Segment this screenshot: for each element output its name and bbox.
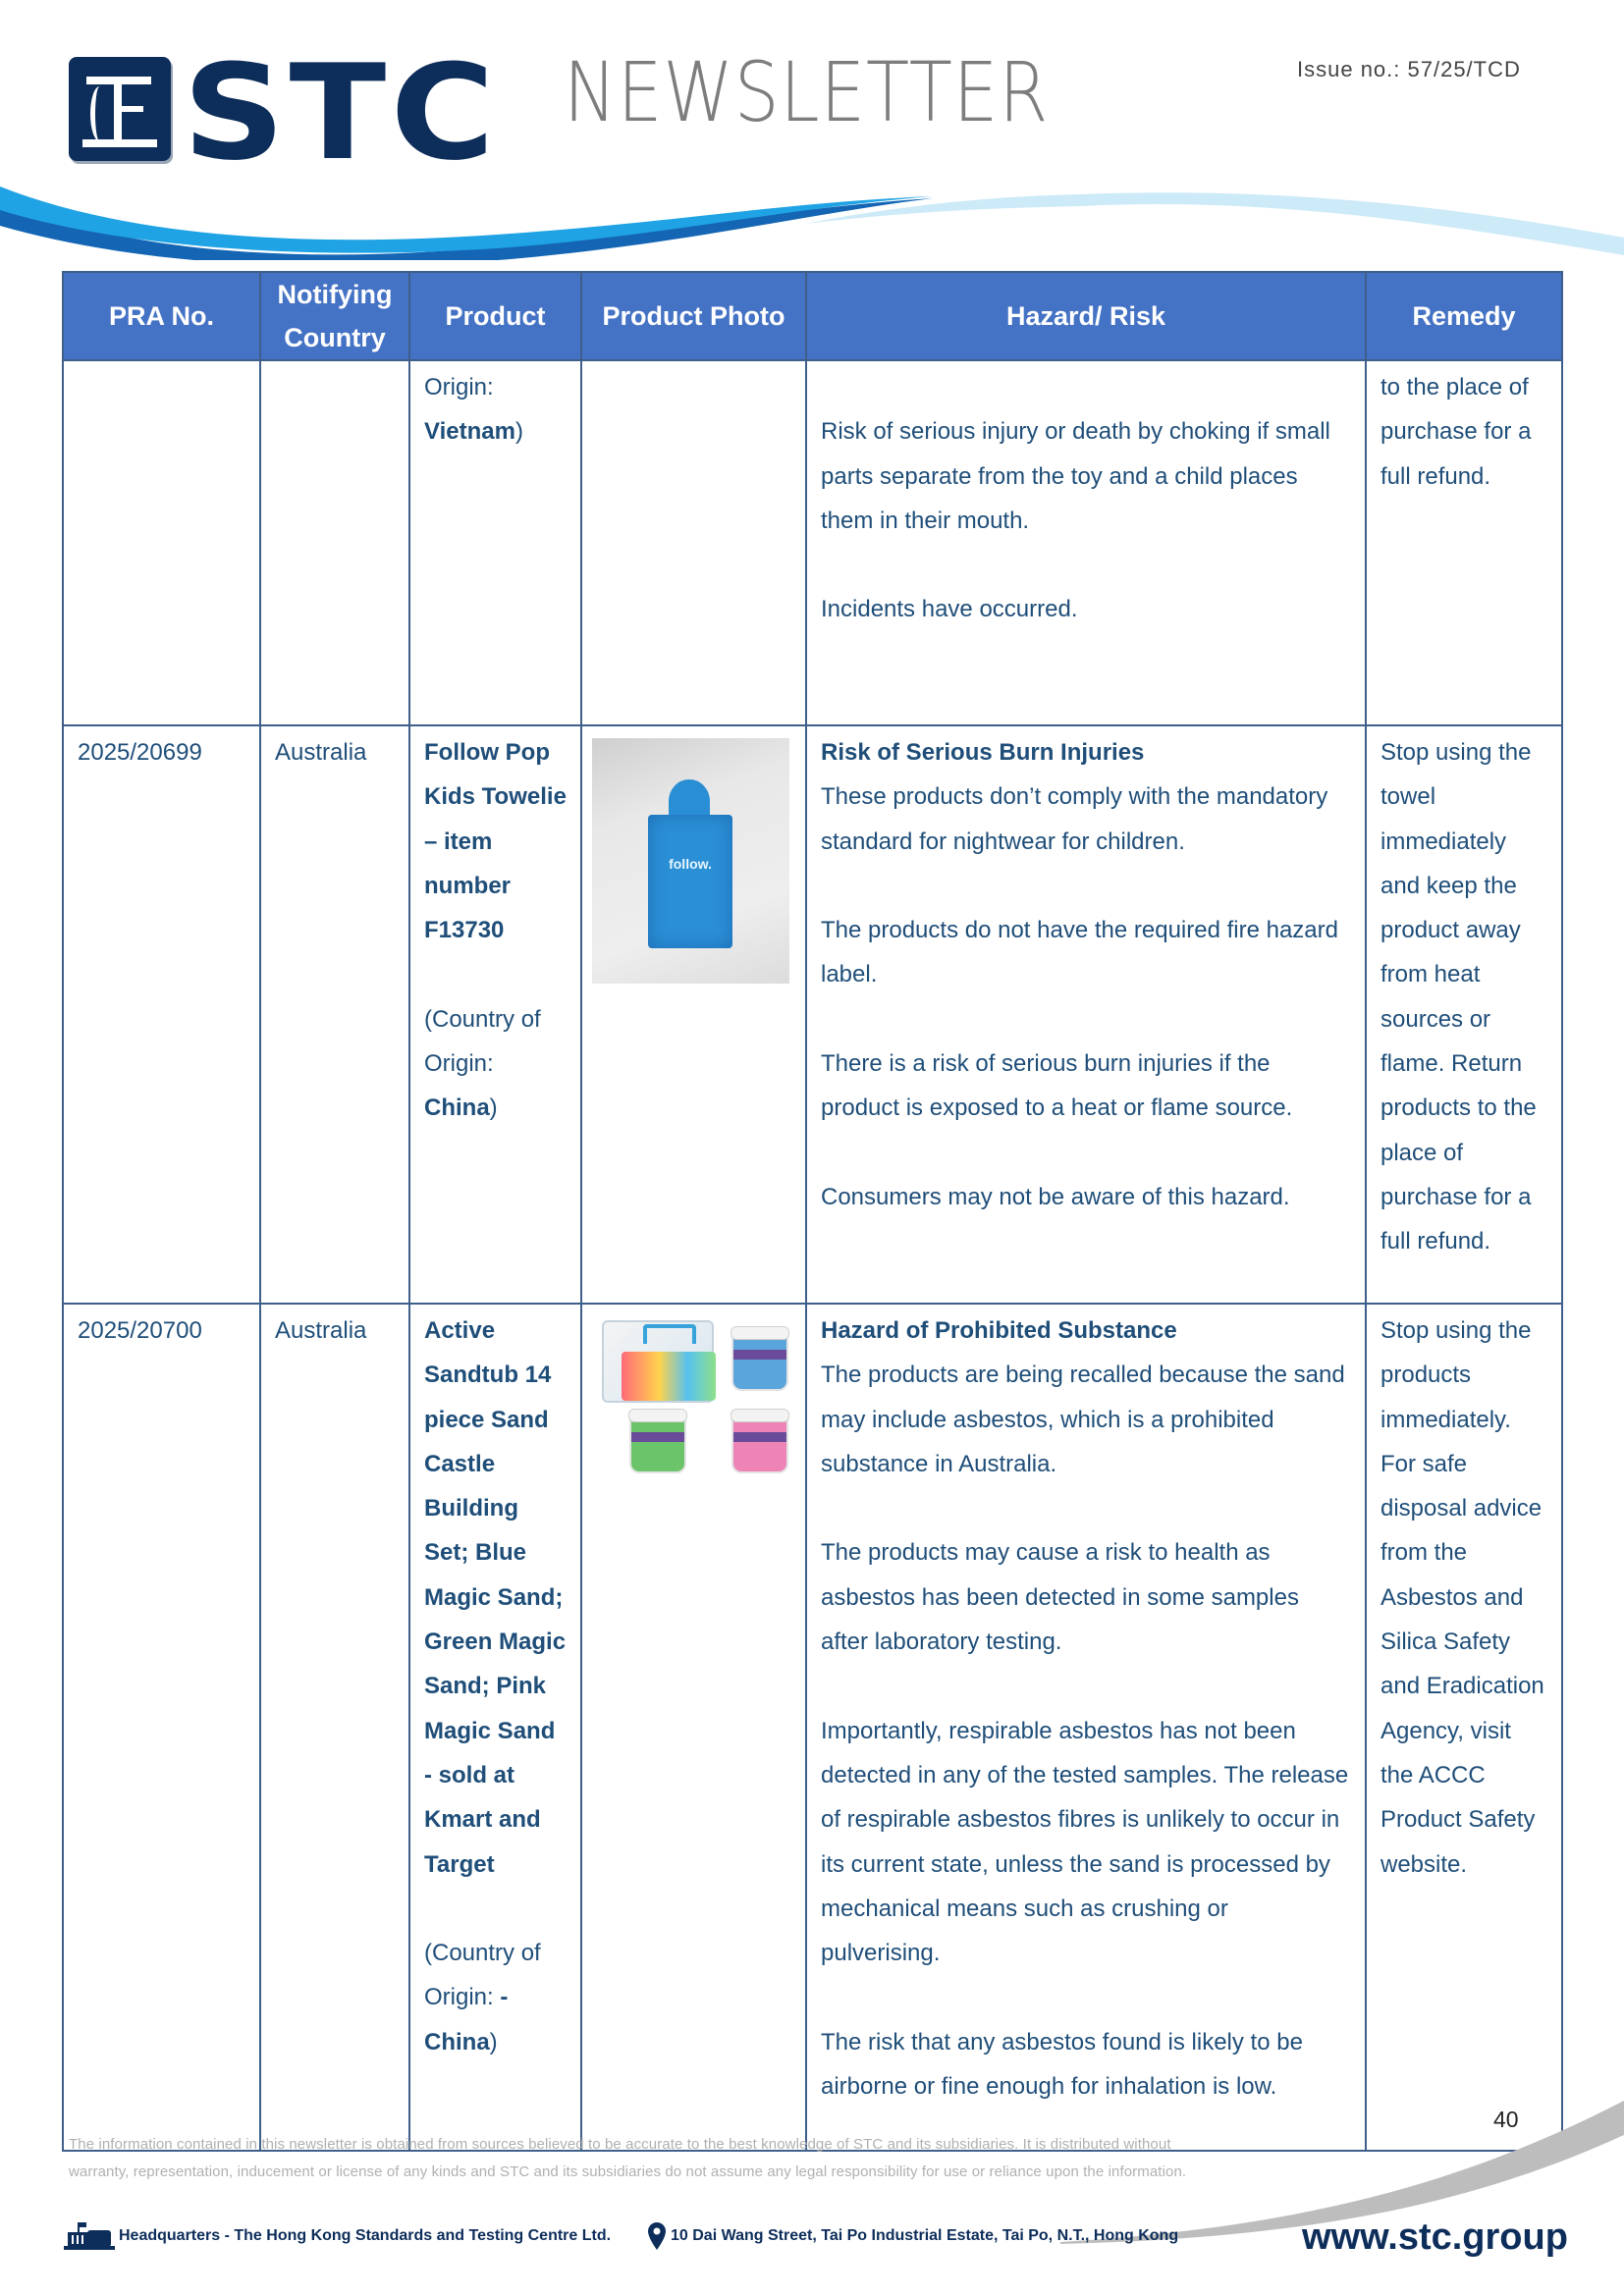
table-header-row [63, 272, 1562, 360]
hazard-paragraph: Consumers may not be aware of this hazard. [821, 1183, 1290, 1210]
cell-remedy: Stop using the towel immediately and keep the product away from heat sources or flame. Return products to the place of purchase for a full refund. [1366, 725, 1562, 1304]
hazard-paragraph: There is a risk of serious burn injuries if the product is exposed to a heat or flame source. [821, 1050, 1293, 1122]
website-link[interactable]: www.stc.group [1302, 2216, 1568, 2258]
product-origin-dash: - [500, 1984, 509, 2011]
location-pin-icon [648, 2222, 666, 2250]
cell-country: Australia [260, 1304, 409, 2151]
cell-product [409, 360, 581, 725]
cell-photo [581, 725, 806, 1304]
issue-number: Issue no.: 57/25/TCD [1297, 57, 1521, 81]
cell-photo [581, 1304, 806, 2151]
product-origin-suffix: ) [489, 2028, 498, 2056]
header-product-photo: Product Photo [581, 272, 806, 360]
product-origin-suffix: ) [514, 418, 523, 446]
cell-hazard [806, 1304, 1366, 2151]
wave-light-band [805, 192, 1624, 255]
header-country-line-2: Country [284, 323, 386, 352]
product-origin-suffix: ) [489, 1095, 498, 1122]
hazard-paragraph: Incidents have occurred. [821, 596, 1078, 623]
page-number: 40 [1493, 2107, 1519, 2132]
product-origin-label: (Country of Origin: [424, 1005, 541, 1078]
cell-pra-no [63, 360, 260, 725]
table-row [63, 1304, 1562, 2151]
product-origin-country: China [424, 1095, 490, 1122]
table-row [63, 360, 1562, 725]
cell-pra-no: 2025/20699 [63, 725, 260, 1304]
header-wave-decoration [0, 187, 1624, 260]
hazard-paragraph: The products are being recalled because the sand may include asbestos, which is a prohibited substance in Australia. [821, 1362, 1345, 1477]
cell-pra-no: 2025/20700 [63, 1304, 260, 2151]
header-country-line-1: Notifying [277, 280, 393, 309]
hazard-paragraph: Importantly, respirable asbestos has not been detected in any of the tested samples. The release of respirable asbestos fibres is unlikely to occur in its current state, unless the sand is processed by mechanical means such as crushing or pulverising. [821, 1717, 1349, 1967]
disclaimer-line: The information contained in this newsletter is obtained from sources believed to be accurate to the best knowledge of STC and its subsidiaries. It is distributed without [69, 2136, 1171, 2153]
cell-photo [581, 360, 806, 725]
hazard-paragraph: Risk of serious injury or death by choking if small parts separate from the toy and a child places them in their mouth. [821, 418, 1330, 534]
hazard-paragraph: The products do not have the required fire hazard label. [821, 917, 1338, 988]
header-product: Product [409, 272, 581, 360]
headquarters-label: Headquarters - The Hong Kong Standards and Testing Centre Ltd. [119, 2227, 612, 2244]
hazard-paragraph: These products don’t comply with the mandatory standard for nightwear for children. [821, 783, 1328, 855]
cell-remedy: to the place of purchase for a full refund. [1366, 360, 1562, 725]
header-hazard-risk: Hazard/ Risk [806, 272, 1366, 360]
recall-table [62, 271, 1563, 2152]
stc-logo-icon [69, 57, 171, 161]
header-pra-no: PRA No. [63, 272, 260, 360]
cell-hazard [806, 725, 1366, 1304]
cell-product [409, 1304, 581, 2151]
product-origin-country: China [424, 2028, 490, 2056]
hooded-towel-photo-icon [592, 738, 789, 984]
hazard-paragraph: The products may cause a risk to health as asbestos has been detected in some samples after laboratory testing. [821, 1539, 1299, 1656]
cell-country: Australia [260, 725, 409, 1304]
hazard-title: Hazard of Prohibited Substance [821, 1317, 1177, 1344]
product-origin-label: (Country of Origin: [424, 1940, 541, 2011]
product-name: Active Sandtub 14 piece Sand Castle Building Set; Blue Magic Sand; Green Magic Sand; Pink Magic Sand - sold at Kmart and Target [424, 1317, 567, 1878]
cell-hazard [806, 360, 1366, 725]
building-icon [64, 2222, 115, 2250]
hazard-paragraph: The risk that any asbestos found is likely to be airborne or fine enough for inhalation is low. [821, 2028, 1303, 2101]
product-origin-label: Origin: [424, 374, 494, 400]
cell-product [409, 725, 581, 1304]
newsletter-title: NEWSLETTER [564, 44, 1050, 140]
header-notifying-country [260, 272, 409, 360]
cell-country [260, 360, 409, 725]
product-origin-country: Vietnam [424, 418, 515, 446]
towel-brand-text: follow. [669, 856, 712, 872]
address-label: 10 Dai Wang Street, Tai Po Industrial Estate, Tai Po, N.T., Hong Kong [671, 2227, 1179, 2244]
header-remedy: Remedy [1366, 272, 1562, 360]
sand-tubs-photo-icon [592, 1307, 789, 1473]
cell-remedy: Stop using the products immediately. For safe disposal advice from the Asbestos and Silica Safety and Eradication Agency, visit the ACCC Product Safety website. [1366, 1304, 1562, 2151]
stc-logo-wordmark: STC [183, 36, 500, 189]
hazard-title: Risk of Serious Burn Injuries [821, 739, 1145, 766]
disclaimer-line: warranty, representation, inducement or license of any kinds and STC and its subsidiaries do not assume any legal responsibility for use or reliance upon the information. [69, 2163, 1187, 2180]
product-name: Follow Pop Kids Towelie – item number F13730 [424, 739, 567, 944]
table-row [63, 725, 1562, 1304]
